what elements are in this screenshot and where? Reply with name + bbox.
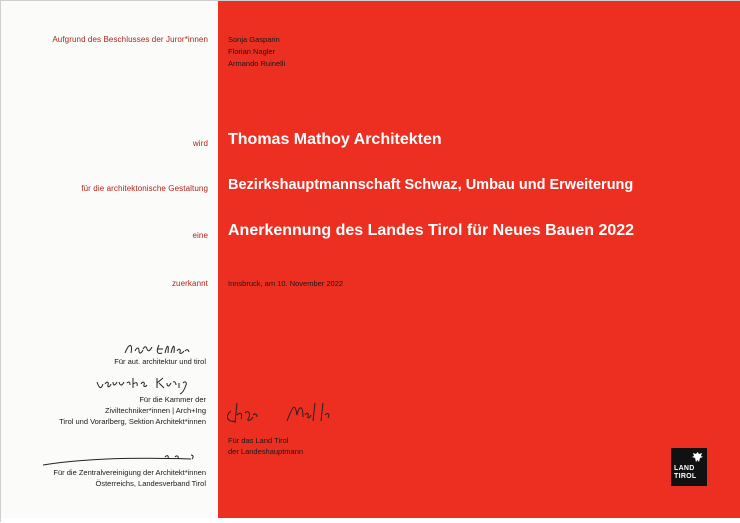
project-title: Bezirkshauptmannschaft Schwaz, Umbau und Erweiterung: [228, 177, 634, 193]
kammer-caption-line: Für die Kammer der: [139, 395, 206, 404]
gestaltung-label: für die architektonische Gestaltung: [81, 184, 208, 193]
bottom-edge: [1, 518, 740, 523]
award-title: Anerkennung des Landes Tirol für Neues Bauen 2022: [228, 222, 635, 239]
zv-caption-line: Für die Zentralvereinigung der Architekt*innen: [53, 468, 206, 477]
aut-caption: Für aut. architektur und tirol: [114, 357, 206, 366]
jury-label: Aufgrund des Beschlusses der Juror*innen: [52, 35, 208, 44]
wird-label: wird: [192, 139, 208, 148]
landeshauptmann-signature: [223, 399, 343, 429]
land-caption: [228, 435, 303, 457]
kammer-caption: [59, 394, 206, 427]
juror-name: Armando Ruinelli: [228, 59, 286, 68]
land-caption-line: der Landeshauptmann: [228, 447, 304, 456]
logo-text: [674, 465, 697, 481]
zuerkannt-label: zuerkannt: [171, 279, 208, 288]
logo-line: TIROL: [674, 473, 697, 480]
kammer-caption-line: Tirol und Vorarlberg, Sektion Architekt*innen: [59, 417, 206, 426]
logo-line: LAND: [674, 465, 695, 472]
left-column: [1, 1, 218, 523]
kammer-caption-line: Ziviltechniker*innen | Arch+Ing: [105, 406, 206, 415]
land-tirol-logo: [671, 448, 707, 486]
recipient-name: Thomas Mathoy Architekten: [228, 131, 442, 148]
eine-label: eine: [192, 231, 208, 240]
juror-name: Florian Nagler: [228, 47, 276, 56]
juror-name: Sonja Gasparin: [228, 35, 280, 44]
eagle-icon: [691, 451, 704, 464]
kammer-signature: [93, 374, 207, 396]
zv-caption: [53, 467, 206, 489]
zv-caption-line: Österreichs, Landesverband Tirol: [95, 479, 206, 488]
land-caption-line: Für das Land Tirol: [228, 436, 289, 445]
place-date: Innsbruck, am 10. November 2022: [228, 279, 344, 288]
